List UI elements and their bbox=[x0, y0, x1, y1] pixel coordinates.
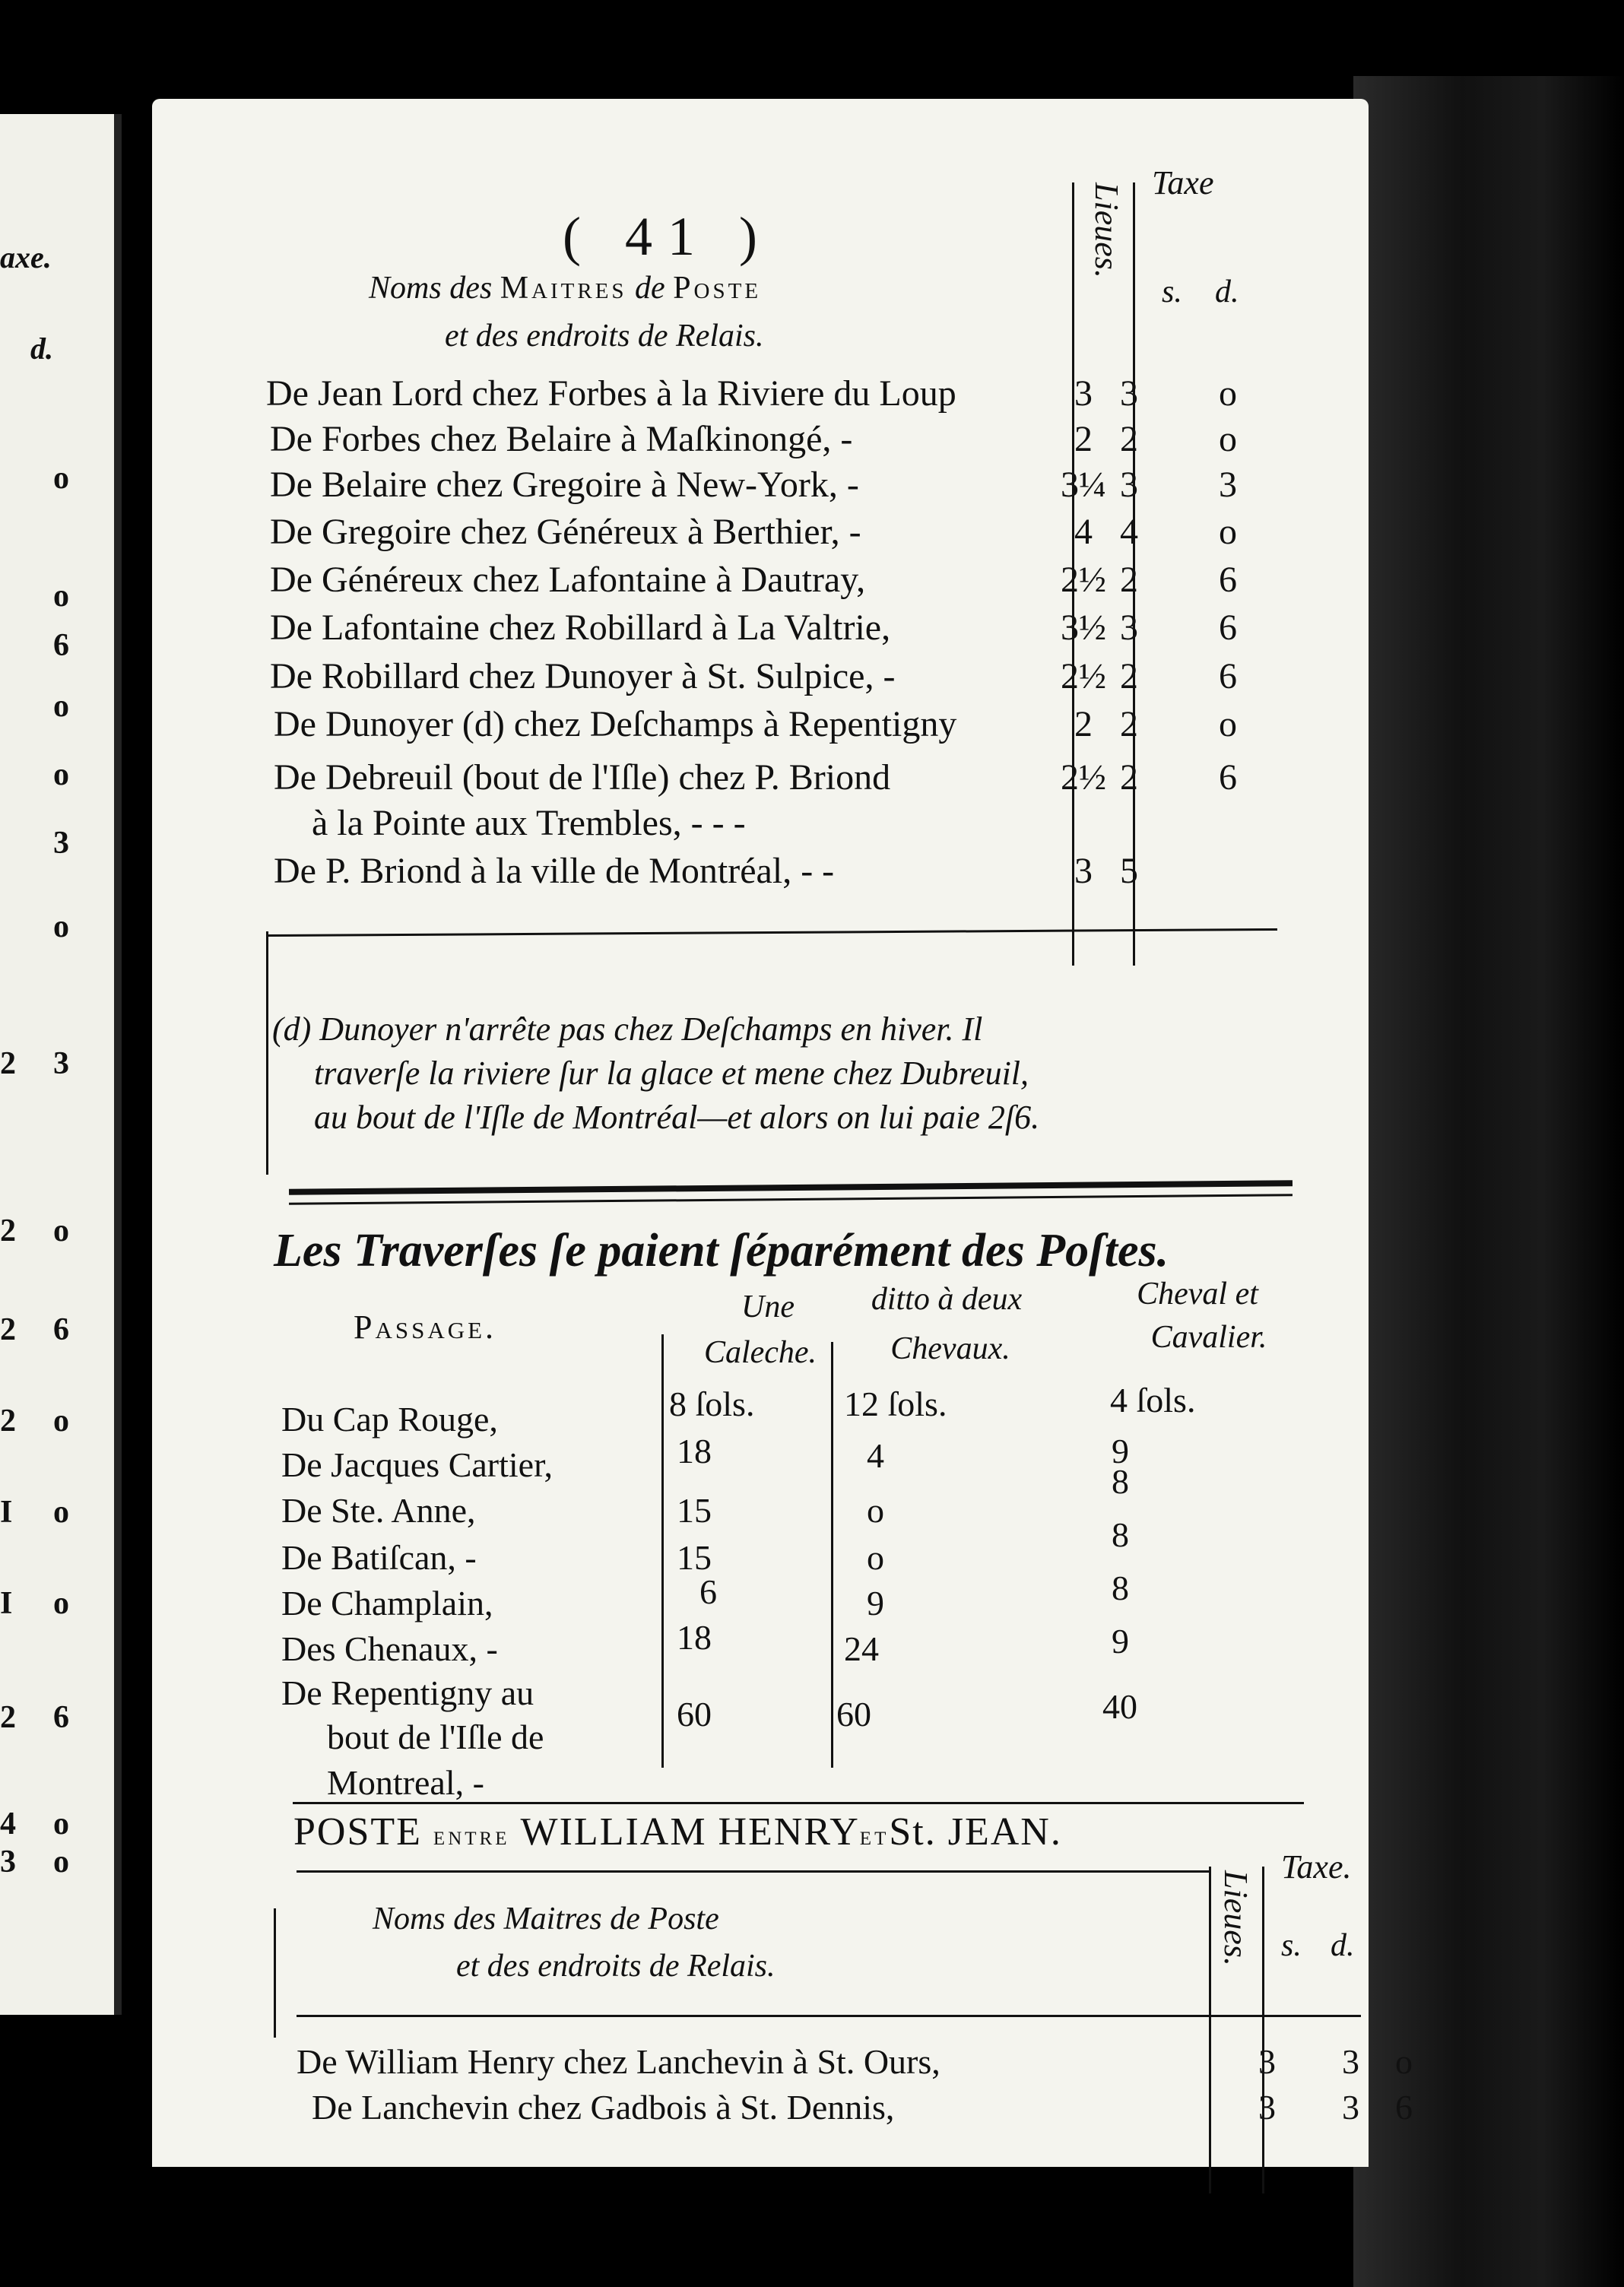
relay-row: De Belaire chez Gregoire à New-York, - 3¼ 3 3 bbox=[270, 465, 1237, 505]
left-row: 4 o bbox=[0, 1806, 69, 1841]
lieues-column-header: Lieues. bbox=[1088, 182, 1125, 278]
passage-row: bout de l'Iſle de 60 60 40 bbox=[327, 1687, 1137, 1756]
left-row: o bbox=[53, 579, 69, 614]
left-row: 2 o bbox=[0, 1213, 69, 1248]
divider-rule bbox=[297, 2015, 1361, 2017]
taxe-column-header: Taxe bbox=[1152, 164, 1214, 201]
passage-row: Des Chenaux, - 18 24 9 bbox=[281, 1618, 1129, 1668]
section2-header-line2: et des endroits de Relais. bbox=[456, 1949, 776, 1984]
d-column-header: d. bbox=[1331, 1928, 1355, 1963]
left-heading: axe. bbox=[0, 240, 52, 274]
relay-row: De Debreuil (bout de l'Iſle) chez P. Briond 2½ 2 6 bbox=[274, 757, 1237, 798]
divider-rule bbox=[266, 928, 1277, 937]
left-row: 2 o bbox=[0, 1404, 69, 1438]
footnote-border bbox=[266, 931, 268, 1175]
left-row: o bbox=[53, 461, 69, 496]
section1-header-line1: Noms des Maitres de Poste bbox=[369, 271, 762, 306]
footnote-line: traverſe la riviere ſur la glace et mene chez Dubreuil, bbox=[314, 1055, 1029, 1092]
d-column-header: d. bbox=[1215, 274, 1239, 309]
passage-row: Du Cap Rouge, 8 ſols. 12 ſols. 4 ſols. bbox=[281, 1381, 1196, 1438]
left-row: I o bbox=[0, 1495, 69, 1530]
s-column-header: s. bbox=[1281, 1928, 1302, 1963]
left-row: 6 bbox=[53, 628, 69, 663]
relay-row: De Lanchevin chez Gadbois à St. Dennis, 3 3 6 bbox=[312, 2088, 1413, 2127]
section2-title: POSTE entre WILLIAM HENRYetSt. JEAN. bbox=[293, 1810, 1062, 1854]
left-row: 2 6 bbox=[0, 1312, 69, 1347]
left-row: o bbox=[53, 689, 69, 724]
relay-row: De Généreux chez Lafontaine à Dautray, 2½ 2 6 bbox=[270, 560, 1237, 600]
passage-row: De Repentigny au bbox=[281, 1673, 534, 1712]
cheval-header-line2: Cavalier. bbox=[1150, 1320, 1267, 1355]
relay-row: De Dunoyer (d) chez Deſchamps à Repentigny 2 2 o bbox=[274, 704, 1237, 744]
left-row: 3 bbox=[53, 826, 69, 861]
section2-header-line1: Noms des Maitres de Poste bbox=[373, 1902, 719, 1936]
column-divider bbox=[1262, 1867, 1264, 2193]
relay-row: à la Pointe aux Trembles, - - - bbox=[312, 803, 746, 843]
footnote-line: (d) Dunoyer n'arrête pas chez Deſchamps en hiver. Il bbox=[272, 1010, 983, 1048]
deux-chevaux-header-line2: Chevaux. bbox=[890, 1331, 1010, 1366]
left-row: o bbox=[53, 909, 69, 944]
relay-row: De Robillard chez Dunoyer à St. Sulpice, - 2½ 2 6 bbox=[270, 656, 1237, 696]
passage-row: De Ste. Anne, 15 o 8 bbox=[281, 1462, 1129, 1530]
caleche-header-line2: Caleche. bbox=[703, 1335, 817, 1370]
lieues-column-header: Lieues. bbox=[1217, 1870, 1254, 1966]
book-page bbox=[152, 99, 1413, 2167]
caleche-header-line1: Une bbox=[741, 1289, 795, 1324]
relay-row: De Jean Lord chez Forbes à la Riviere du Loup 3 3 o bbox=[266, 373, 1237, 414]
passage-row: De Champlain, 6 9 8 bbox=[281, 1569, 1129, 1622]
left-row: 2 6 bbox=[0, 1700, 69, 1735]
relay-row: De Forbes chez Belaire à Maſkinongé, - 2 2 o bbox=[270, 419, 1237, 459]
previous-page-fragment bbox=[0, 114, 122, 2015]
section1-header-line2: et des endroits de Relais. bbox=[445, 319, 764, 354]
left-row: I o bbox=[0, 1586, 69, 1621]
relay-row: De Gregoire chez Généreux à Berthier, - 4 4 o bbox=[270, 512, 1237, 552]
passage-row: De Jacques Cartier, 18 4 9 bbox=[281, 1432, 1129, 1484]
deux-chevaux-header-line1: ditto à deux bbox=[871, 1282, 1023, 1317]
cheval-header-line1: Cheval et bbox=[1137, 1277, 1258, 1312]
relay-row: De William Henry chez Lanchevin à St. Ours, 3 3 o bbox=[297, 2042, 1413, 2081]
passage-row: De Batiſcan, - 15 o 8 bbox=[281, 1515, 1129, 1577]
left-row: 3 o bbox=[0, 1845, 69, 1879]
double-rule bbox=[289, 1194, 1293, 1205]
passage-row: Montreal, - bbox=[327, 1763, 484, 1802]
column-divider bbox=[1209, 1867, 1211, 2193]
taxe-column-header: Taxe. bbox=[1281, 1848, 1352, 1886]
column-divider bbox=[274, 1908, 276, 2038]
s-column-header: s. bbox=[1162, 274, 1182, 309]
relay-row: De Lafontaine chez Robillard à La Valtrie, 3½ 3 6 bbox=[270, 607, 1237, 648]
left-row: o bbox=[53, 757, 69, 792]
relay-row: De P. Briond à la ville de Montréal, - - 3 5 bbox=[274, 851, 1138, 891]
divider-rule bbox=[293, 1802, 1304, 1804]
footnote-line: au bout de l'Iſle de Montréal—et alors on lui paie 2ſ6. bbox=[314, 1099, 1040, 1136]
left-row: 2 3 bbox=[0, 1046, 69, 1081]
divider-rule bbox=[297, 1870, 1209, 1873]
passage-column-header: Passage. bbox=[354, 1308, 497, 1346]
page-number: ( 41 ) bbox=[563, 206, 772, 267]
left-subheading: d. bbox=[30, 331, 53, 366]
footnote bbox=[272, 1007, 1039, 1140]
double-rule bbox=[289, 1180, 1293, 1195]
traverses-title: Les Traverſes ſe paient ſéparément des Poſtes. bbox=[274, 1225, 1169, 1277]
